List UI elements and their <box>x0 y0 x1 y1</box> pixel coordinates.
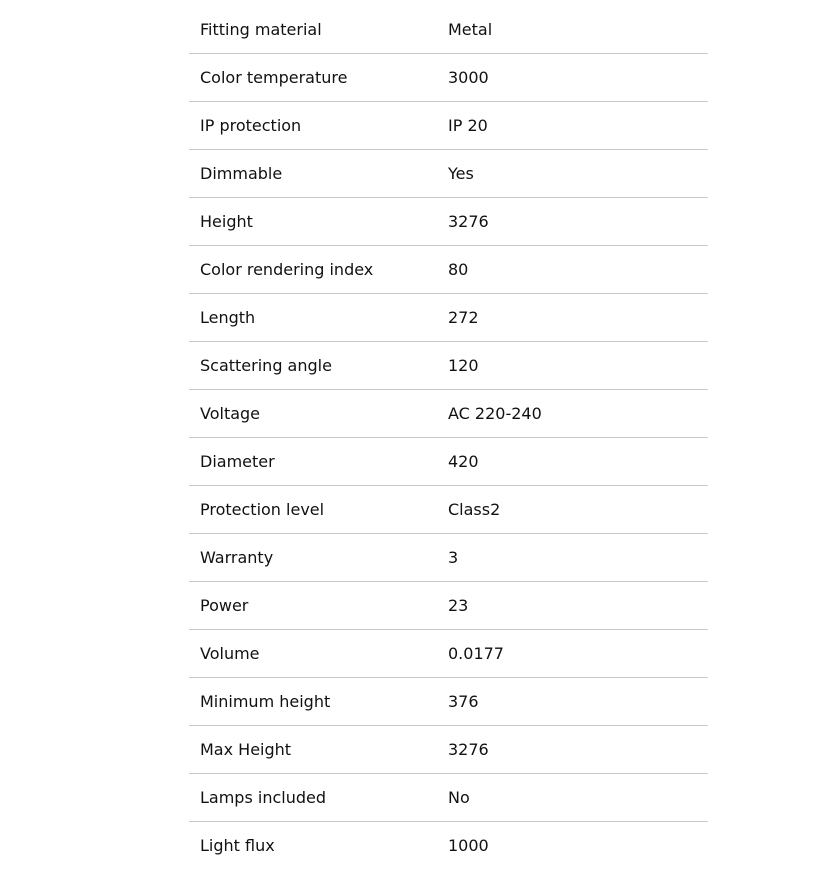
spec-value: 3276 <box>448 739 489 759</box>
spec-value: 376 <box>448 691 479 711</box>
spec-label: Voltage <box>200 403 261 423</box>
spec-row <box>189 150 708 198</box>
spec-label: Warranty <box>200 547 274 567</box>
spec-row <box>189 54 708 102</box>
spec-row <box>189 102 708 150</box>
spec-row <box>189 774 708 822</box>
spec-value: AC 220-240 <box>448 403 542 423</box>
spec-row <box>189 582 708 630</box>
spec-label: Scattering angle <box>200 355 332 375</box>
spec-label: Dimmable <box>200 163 283 183</box>
spec-value: 3000 <box>448 67 489 87</box>
spec-label: Max Height <box>200 739 292 759</box>
spec-value: Metal <box>448 19 493 39</box>
spec-value: 3276 <box>448 211 489 231</box>
spec-value: 120 <box>448 355 479 375</box>
spec-row <box>189 534 708 582</box>
spec-label: Color rendering index <box>200 259 374 279</box>
spec-row <box>189 6 708 54</box>
spec-label: Fitting material <box>200 19 322 39</box>
spec-label: Light flux <box>200 836 275 855</box>
spec-row <box>189 342 708 390</box>
spec-row <box>189 390 708 438</box>
spec-row <box>189 198 708 246</box>
spec-label: IP protection <box>200 115 302 135</box>
spec-row <box>189 726 708 774</box>
spec-value: 23 <box>448 595 469 615</box>
spec-label: Color temperature <box>200 67 348 87</box>
spec-label: Diameter <box>200 451 275 471</box>
spec-label: Minimum height <box>200 691 331 711</box>
spec-row <box>189 438 708 486</box>
spec-value: 272 <box>448 307 479 327</box>
spec-label: Length <box>200 307 256 327</box>
spec-row <box>189 294 708 342</box>
spec-value: 0.0177 <box>448 643 504 663</box>
spec-label: Power <box>200 595 249 615</box>
spec-value: Yes <box>448 163 474 183</box>
spec-label: Volume <box>200 643 260 663</box>
spec-label: Protection level <box>200 499 325 519</box>
spec-value: 80 <box>448 259 469 279</box>
spec-label: Lamps included <box>200 787 327 807</box>
specifications-table <box>189 6 708 870</box>
spec-label: Height <box>200 211 253 231</box>
spec-value: IP 20 <box>448 115 488 135</box>
spec-row <box>189 678 708 726</box>
spec-value: Class2 <box>448 499 501 519</box>
spec-row <box>189 246 708 294</box>
spec-row <box>189 630 708 678</box>
spec-row <box>189 822 708 870</box>
spec-value: No <box>448 787 470 807</box>
spec-value: 420 <box>448 451 479 471</box>
spec-value: 3 <box>448 547 459 567</box>
spec-row <box>189 486 708 534</box>
spec-value: 1000 <box>448 836 489 855</box>
